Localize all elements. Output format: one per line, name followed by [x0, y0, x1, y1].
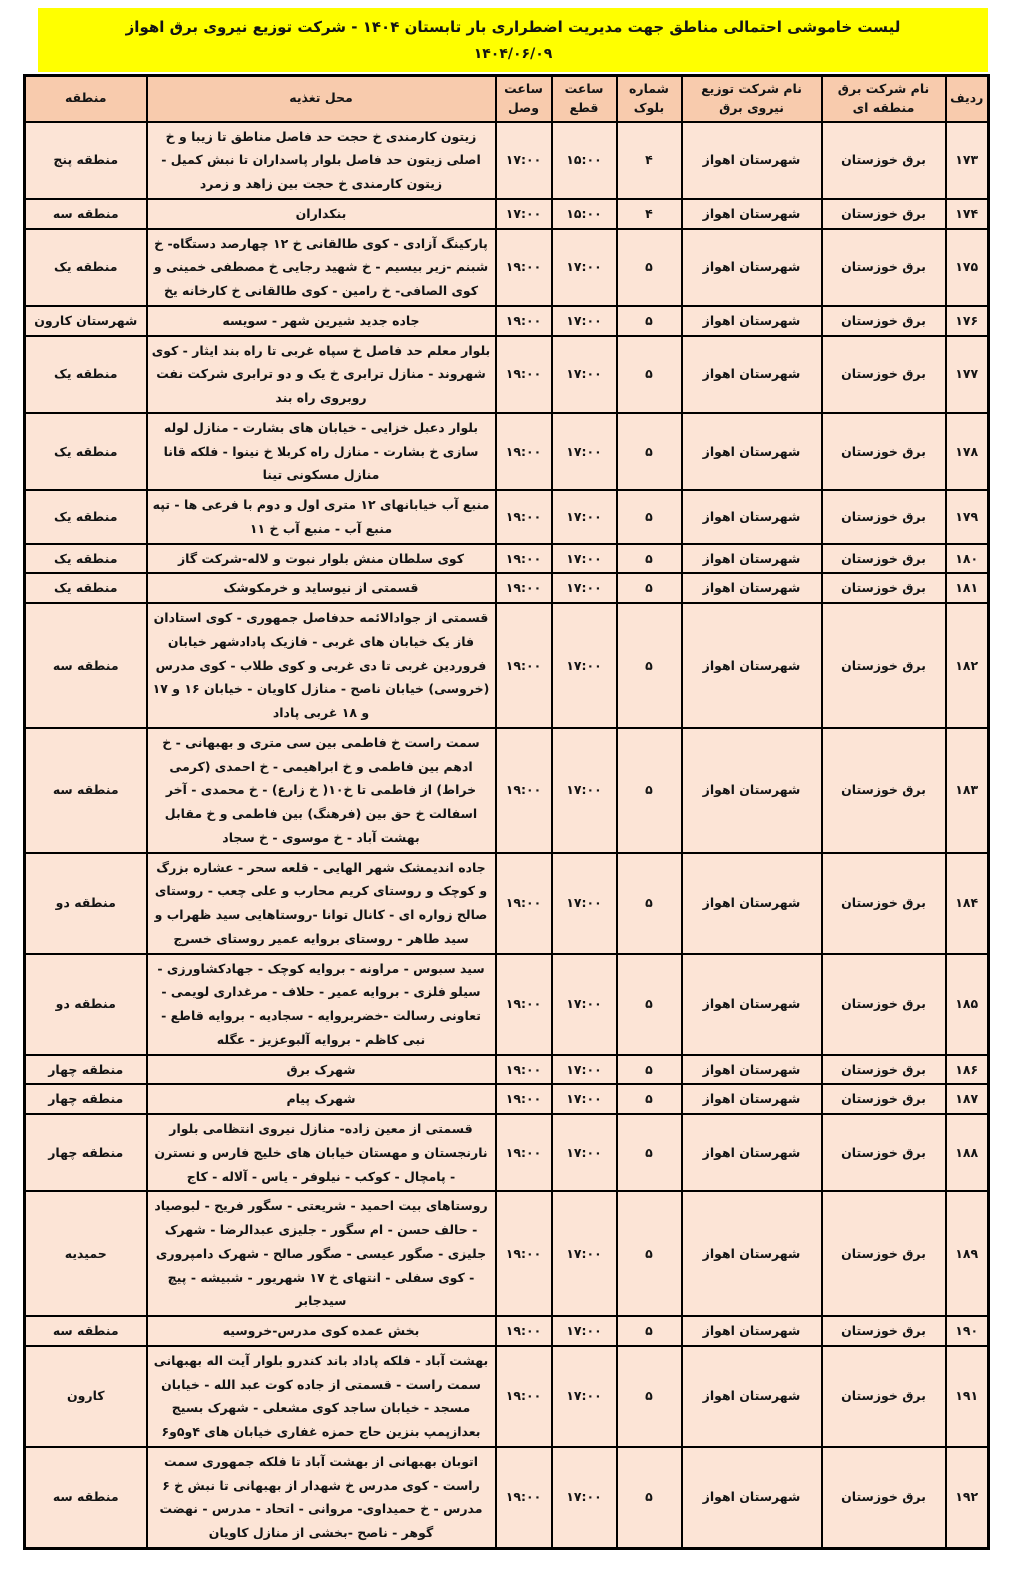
table-row: [25, 1346, 989, 1447]
cell-feed-location: اتوبان بهبهانی از بهشت آباد تا فلکه جمهوری سمت راست - کوی مدرس خ شهدار از بهبهانی تا نبش خ ۶ مدرس - خ حمیداوی- مروانی - اتحاد - مدرس - نهضت گوهر - ناصح -بخشی از منازل کاویان: [147, 1447, 496, 1549]
cell-cut-time: ۱۷:۰۰: [552, 544, 617, 574]
cell-row-number: ۱۸۳: [946, 728, 989, 853]
cell-row-number: ۱۸۵: [946, 954, 989, 1055]
cell-cut-time: ۱۷:۰۰: [552, 306, 617, 336]
cell-reconnect-time: ۱۹:۰۰: [496, 229, 552, 306]
cell-reconnect-time: ۱۹:۰۰: [496, 603, 552, 728]
cell-distribution-company: شهرستان اهواز: [682, 573, 822, 603]
cell-area: منطقه سه: [25, 1447, 147, 1549]
cell-area: منطقه سه: [25, 1316, 147, 1346]
cell-block-number: ۵: [617, 728, 682, 853]
table-row: [25, 728, 989, 853]
cell-reconnect-time: ۱۹:۰۰: [496, 728, 552, 853]
cell-distribution-company: شهرستان اهواز: [682, 1346, 822, 1447]
cell-regional-company: برق خوزستان: [822, 573, 946, 603]
cell-regional-company: برق خوزستان: [822, 1191, 946, 1316]
cell-block-number: ۵: [617, 1084, 682, 1114]
cell-area: منطقه سه: [25, 199, 147, 229]
cell-row-number: ۱۸۴: [946, 853, 989, 954]
cell-regional-company: برق خوزستان: [822, 853, 946, 954]
cell-row-number: ۱۷۷: [946, 336, 989, 413]
cell-regional-company: برق خوزستان: [822, 1316, 946, 1346]
cell-reconnect-time: ۱۹:۰۰: [496, 544, 552, 574]
cell-reconnect-time: ۱۹:۰۰: [496, 1316, 552, 1346]
table-row: [25, 1084, 989, 1114]
cell-area: منطقه چهار: [25, 1084, 147, 1114]
cell-block-number: ۵: [617, 1316, 682, 1346]
table-body: [25, 122, 989, 1549]
cell-cut-time: ۱۷:۰۰: [552, 728, 617, 853]
cell-area: کارون: [25, 1346, 147, 1447]
cell-cut-time: ۱۷:۰۰: [552, 1055, 617, 1085]
cell-distribution-company: شهرستان اهواز: [682, 122, 822, 199]
cell-block-number: ۵: [617, 1055, 682, 1085]
cell-reconnect-time: ۱۹:۰۰: [496, 1191, 552, 1316]
table-header: [25, 76, 989, 122]
col-header-block-number: شماره بلوک: [617, 76, 682, 122]
cell-feed-location: بنکداران: [147, 199, 496, 229]
cell-regional-company: برق خوزستان: [822, 1114, 946, 1191]
cell-reconnect-time: ۱۹:۰۰: [496, 336, 552, 413]
cell-regional-company: برق خوزستان: [822, 229, 946, 306]
page-date: ۱۴۰۴/۰۶/۰۹: [473, 45, 553, 62]
cell-area: منطقه سه: [25, 603, 147, 728]
cell-block-number: ۵: [617, 490, 682, 544]
table-row: [25, 413, 989, 490]
cell-regional-company: برق خوزستان: [822, 336, 946, 413]
table-row: [25, 229, 989, 306]
cell-feed-location: منبع آب خیابانهای ۱۲ متری اول و دوم با فرعی ها - تپه منبع آب - منبع آب خ ۱۱: [147, 490, 496, 544]
cell-feed-location: جاده جدید شیرین شهر - سویسه: [147, 306, 496, 336]
outage-table: [23, 74, 990, 1550]
cell-feed-location: قسمتی از نیوساید و خرمکوشک: [147, 573, 496, 603]
table-row: [25, 336, 989, 413]
cell-distribution-company: شهرستان اهواز: [682, 728, 822, 853]
cell-reconnect-time: ۱۹:۰۰: [496, 306, 552, 336]
cell-row-number: ۱۷۶: [946, 306, 989, 336]
table-row: [25, 1316, 989, 1346]
cell-block-number: ۵: [617, 336, 682, 413]
cell-block-number: ۵: [617, 853, 682, 954]
cell-distribution-company: شهرستان اهواز: [682, 954, 822, 1055]
cell-distribution-company: شهرستان اهواز: [682, 1447, 822, 1549]
cell-area: شهرستان کارون: [25, 306, 147, 336]
cell-feed-location: کوی سلطان منش بلوار نبوت و لاله-شرکت گاز: [147, 544, 496, 574]
cell-area: منطقه چهار: [25, 1055, 147, 1085]
cell-distribution-company: شهرستان اهواز: [682, 199, 822, 229]
cell-cut-time: ۱۷:۰۰: [552, 954, 617, 1055]
cell-regional-company: برق خوزستان: [822, 413, 946, 490]
cell-cut-time: ۱۷:۰۰: [552, 603, 617, 728]
cell-block-number: ۵: [617, 413, 682, 490]
cell-row-number: ۱۹۰: [946, 1316, 989, 1346]
cell-reconnect-time: ۱۹:۰۰: [496, 1447, 552, 1549]
header-row: [25, 76, 989, 122]
cell-regional-company: برق خوزستان: [822, 1447, 946, 1549]
cell-distribution-company: شهرستان اهواز: [682, 336, 822, 413]
cell-area: منطقه یک: [25, 229, 147, 306]
cell-distribution-company: شهرستان اهواز: [682, 306, 822, 336]
cell-feed-location: سمت راست خ فاطمی بین سی متری و بهبهانی - خ ادهم بین فاطمی و خ ابراهیمی - خ احمدی (کرمی خراط) از فاطمی تا خ۱۰( خ زارع) - خ محمدی - آخر اسفالت خ حق بین (فرهنگ) بین فاطمی و خ مقابل بهشت آباد - خ موسوی - خ سجاد: [147, 728, 496, 853]
cell-row-number: ۱۸۲: [946, 603, 989, 728]
cell-block-number: ۵: [617, 603, 682, 728]
cell-reconnect-time: ۱۹:۰۰: [496, 1055, 552, 1085]
cell-cut-time: ۱۷:۰۰: [552, 1114, 617, 1191]
col-header-row-number: ردیف: [946, 76, 989, 122]
cell-regional-company: برق خوزستان: [822, 728, 946, 853]
table-row: [25, 306, 989, 336]
cell-area: منطقه دو: [25, 853, 147, 954]
cell-feed-location: قسمتی از جوادالائمه حدفاصل جمهوری - کوی استادان فاز یک خیابان های غربی - فازیک پادادشهر خیابان فروردین غربی تا دی غربی و کوی طلاب - کوی مدرس (خروسی) خیابان ناصح - منازل کاویان - خیابان ۱۶ و ۱۷ و ۱۸ غربی پاداد: [147, 603, 496, 728]
cell-cut-time: ۱۷:۰۰: [552, 1346, 617, 1447]
cell-block-number: ۵: [617, 1114, 682, 1191]
cell-row-number: ۱۹۲: [946, 1447, 989, 1549]
cell-feed-location: سید سبوس - مراونه - بروایه کوچک - جهادکشاورزی - سیلو فلزی - بروایه عمیر - حلاف - مرغداری لویمی - تعاونی رسالت -خضربروایه - سجادیه - بروایه قاطع - نبی کاظم - بروایه آلبوعزیز - عگله: [147, 954, 496, 1055]
table-row: [25, 1055, 989, 1085]
cell-distribution-company: شهرستان اهواز: [682, 603, 822, 728]
col-header-cut-time: ساعت قطع: [552, 76, 617, 122]
cell-block-number: ۴: [617, 199, 682, 229]
cell-feed-location: شهرک برق: [147, 1055, 496, 1085]
table-row: [25, 954, 989, 1055]
cell-regional-company: برق خوزستان: [822, 490, 946, 544]
table-row: [25, 490, 989, 544]
cell-cut-time: ۱۷:۰۰: [552, 413, 617, 490]
cell-reconnect-time: ۱۹:۰۰: [496, 954, 552, 1055]
cell-distribution-company: شهرستان اهواز: [682, 853, 822, 954]
cell-distribution-company: شهرستان اهواز: [682, 229, 822, 306]
cell-regional-company: برق خوزستان: [822, 544, 946, 574]
col-header-reconnect-time: ساعت وصل: [496, 76, 552, 122]
cell-reconnect-time: ۱۹:۰۰: [496, 573, 552, 603]
cell-row-number: ۱۷۵: [946, 229, 989, 306]
cell-row-number: ۱۷۳: [946, 122, 989, 199]
cell-distribution-company: شهرستان اهواز: [682, 544, 822, 574]
table-row: [25, 199, 989, 229]
cell-area: منطقه یک: [25, 336, 147, 413]
cell-reconnect-time: ۱۷:۰۰: [496, 122, 552, 199]
cell-distribution-company: شهرستان اهواز: [682, 1316, 822, 1346]
cell-block-number: ۵: [617, 573, 682, 603]
cell-row-number: ۱۹۱: [946, 1346, 989, 1447]
cell-distribution-company: شهرستان اهواز: [682, 413, 822, 490]
cell-block-number: ۵: [617, 954, 682, 1055]
cell-feed-location: روستاهای بیت احمید - شریعتی - سگور فریح - لبوصیاد - حالف حسن - ام سگور - جلیزی عبدالرضا - شهرک جلیزی - صگور عیسی - صگور صالح - شهرک دامپروری - کوی سفلی - انتهای خ ۱۷ شهریور - شبیشه - پیچ سیدجابر: [147, 1191, 496, 1316]
cell-reconnect-time: ۱۹:۰۰: [496, 1346, 552, 1447]
cell-block-number: ۵: [617, 544, 682, 574]
cell-reconnect-time: ۱۹:۰۰: [496, 1114, 552, 1191]
cell-distribution-company: شهرستان اهواز: [682, 1055, 822, 1085]
cell-regional-company: برق خوزستان: [822, 306, 946, 336]
cell-block-number: ۵: [617, 306, 682, 336]
col-header-feed-location: محل تغذیه: [147, 76, 496, 122]
cell-row-number: ۱۷۴: [946, 199, 989, 229]
cell-cut-time: ۱۷:۰۰: [552, 1191, 617, 1316]
cell-area: منطقه یک: [25, 573, 147, 603]
table-row: [25, 1191, 989, 1316]
cell-area: منطقه یک: [25, 544, 147, 574]
cell-row-number: ۱۸۹: [946, 1191, 989, 1316]
cell-feed-location: بلوار دعبل خزایی - خیابان های بشارت - منازل لوله سازی خ بشارت - منازل راه کربلا خ نینوا - فلکه قانا منازل مسکونی تینا: [147, 413, 496, 490]
table-row: [25, 573, 989, 603]
page-title: لیست خاموشی احتمالی مناطق جهت مدیریت اضطراری بار تابستان ۱۴۰۴ - شرکت توزیع نیروی برق اهواز: [125, 18, 901, 36]
table-row: [25, 122, 989, 199]
cell-cut-time: ۱۷:۰۰: [552, 336, 617, 413]
cell-block-number: ۵: [617, 1191, 682, 1316]
cell-row-number: ۱۸۸: [946, 1114, 989, 1191]
cell-cut-time: ۱۵:۰۰: [552, 122, 617, 199]
cell-reconnect-time: ۱۹:۰۰: [496, 490, 552, 544]
cell-reconnect-time: ۱۹:۰۰: [496, 1084, 552, 1114]
cell-feed-location: بلوار معلم حد فاصل خ سپاه غربی تا راه بند ایثار - کوی شهروند - منازل ترابری خ یک و دو ترابری شرکت نفت روبروی راه بند: [147, 336, 496, 413]
cell-row-number: ۱۸۰: [946, 544, 989, 574]
cell-area: منطقه سه: [25, 728, 147, 853]
cell-area: منطقه پنج: [25, 122, 147, 199]
cell-distribution-company: شهرستان اهواز: [682, 1191, 822, 1316]
cell-cut-time: ۱۷:۰۰: [552, 229, 617, 306]
cell-distribution-company: شهرستان اهواز: [682, 1084, 822, 1114]
cell-cut-time: ۱۷:۰۰: [552, 1316, 617, 1346]
cell-feed-location: شهرک پیام: [147, 1084, 496, 1114]
cell-regional-company: برق خوزستان: [822, 122, 946, 199]
cell-feed-location: بخش عمده کوی مدرس-خروسیه: [147, 1316, 496, 1346]
cell-reconnect-time: ۱۹:۰۰: [496, 413, 552, 490]
cell-row-number: ۱۸۱: [946, 573, 989, 603]
table-row: [25, 1114, 989, 1191]
cell-reconnect-time: ۱۹:۰۰: [496, 853, 552, 954]
cell-regional-company: برق خوزستان: [822, 603, 946, 728]
col-header-area: منطقه: [25, 76, 147, 122]
cell-area: منطقه یک: [25, 490, 147, 544]
cell-area: منطقه یک: [25, 413, 147, 490]
cell-row-number: ۱۷۸: [946, 413, 989, 490]
cell-regional-company: برق خوزستان: [822, 954, 946, 1055]
cell-feed-location: زیتون کارمندی خ حجت حد فاصل مناطق تا زیبا و خ اصلی زیتون حد فاصل بلوار پاسداران تا نبش کمیل - زیتون کارمندی خ حجت بین زاهد و زمرد: [147, 122, 496, 199]
col-header-distribution-company: نام شرکت توزیع نیروی برق: [682, 76, 822, 122]
cell-row-number: ۱۸۷: [946, 1084, 989, 1114]
cell-block-number: ۵: [617, 1447, 682, 1549]
cell-cut-time: ۱۷:۰۰: [552, 853, 617, 954]
cell-regional-company: برق خوزستان: [822, 199, 946, 229]
cell-area: منطقه دو: [25, 954, 147, 1055]
cell-feed-location: جاده اندیمشک شهر الهایی - قلعه سحر - عشاره بزرگ و کوچک و روستای کریم محارب و علی چعب - روستای صالح زواره ای - کانال توانا -روستاهایی سید ظهراب و سید طاهر - روستای بروایه عمیر روستای خسرج: [147, 853, 496, 954]
cell-reconnect-time: ۱۷:۰۰: [496, 199, 552, 229]
cell-regional-company: برق خوزستان: [822, 1346, 946, 1447]
cell-feed-location: قسمتی از معین زاده- منازل نیروی انتظامی بلوار نارنجستان و مهستان خیابان های خلیج فارس و نسترن - پامچال - کوکب - نیلوفر - یاس - آلاله - کاج: [147, 1114, 496, 1191]
title-banner: [38, 8, 988, 72]
cell-distribution-company: شهرستان اهواز: [682, 490, 822, 544]
cell-block-number: ۵: [617, 1346, 682, 1447]
cell-row-number: ۱۷۹: [946, 490, 989, 544]
table-row: [25, 853, 989, 954]
table-row: [25, 1447, 989, 1549]
cell-regional-company: برق خوزستان: [822, 1055, 946, 1085]
table-row: [25, 603, 989, 728]
cell-block-number: ۵: [617, 229, 682, 306]
cell-distribution-company: شهرستان اهواز: [682, 1114, 822, 1191]
cell-cut-time: ۱۵:۰۰: [552, 199, 617, 229]
cell-area: منطقه چهار: [25, 1114, 147, 1191]
cell-cut-time: ۱۷:۰۰: [552, 1447, 617, 1549]
cell-area: حمیدیه: [25, 1191, 147, 1316]
cell-regional-company: برق خوزستان: [822, 1084, 946, 1114]
cell-feed-location: پارکینگ آزادی - کوی طالقانی خ ۱۲ چهارصد دستگاه- خ شبنم -زیر بیسیم - خ شهید رجایی خ مصطفی خمینی و کوی الصافی- خ رامین - کوی طالقانی خ کارخانه یخ: [147, 229, 496, 306]
cell-cut-time: ۱۷:۰۰: [552, 573, 617, 603]
col-header-regional-company: نام شرکت برق منطقه ای: [822, 76, 946, 122]
cell-row-number: ۱۸۶: [946, 1055, 989, 1085]
cell-feed-location: بهشت آباد - فلکه پاداد باند کندرو بلوار آیت اله بهبهانی سمت راست - قسمتی از جاده کوت عبد الله - خیابان مسجد - خیابان ساجد کوی مشعلی - شهرک بسیج بعدازپمپ بنزین حاج حمزه غفاری خیابان های ۴و۵و۶: [147, 1346, 496, 1447]
cell-cut-time: ۱۷:۰۰: [552, 1084, 617, 1114]
table-row: [25, 544, 989, 574]
cell-cut-time: ۱۷:۰۰: [552, 490, 617, 544]
cell-block-number: ۴: [617, 122, 682, 199]
